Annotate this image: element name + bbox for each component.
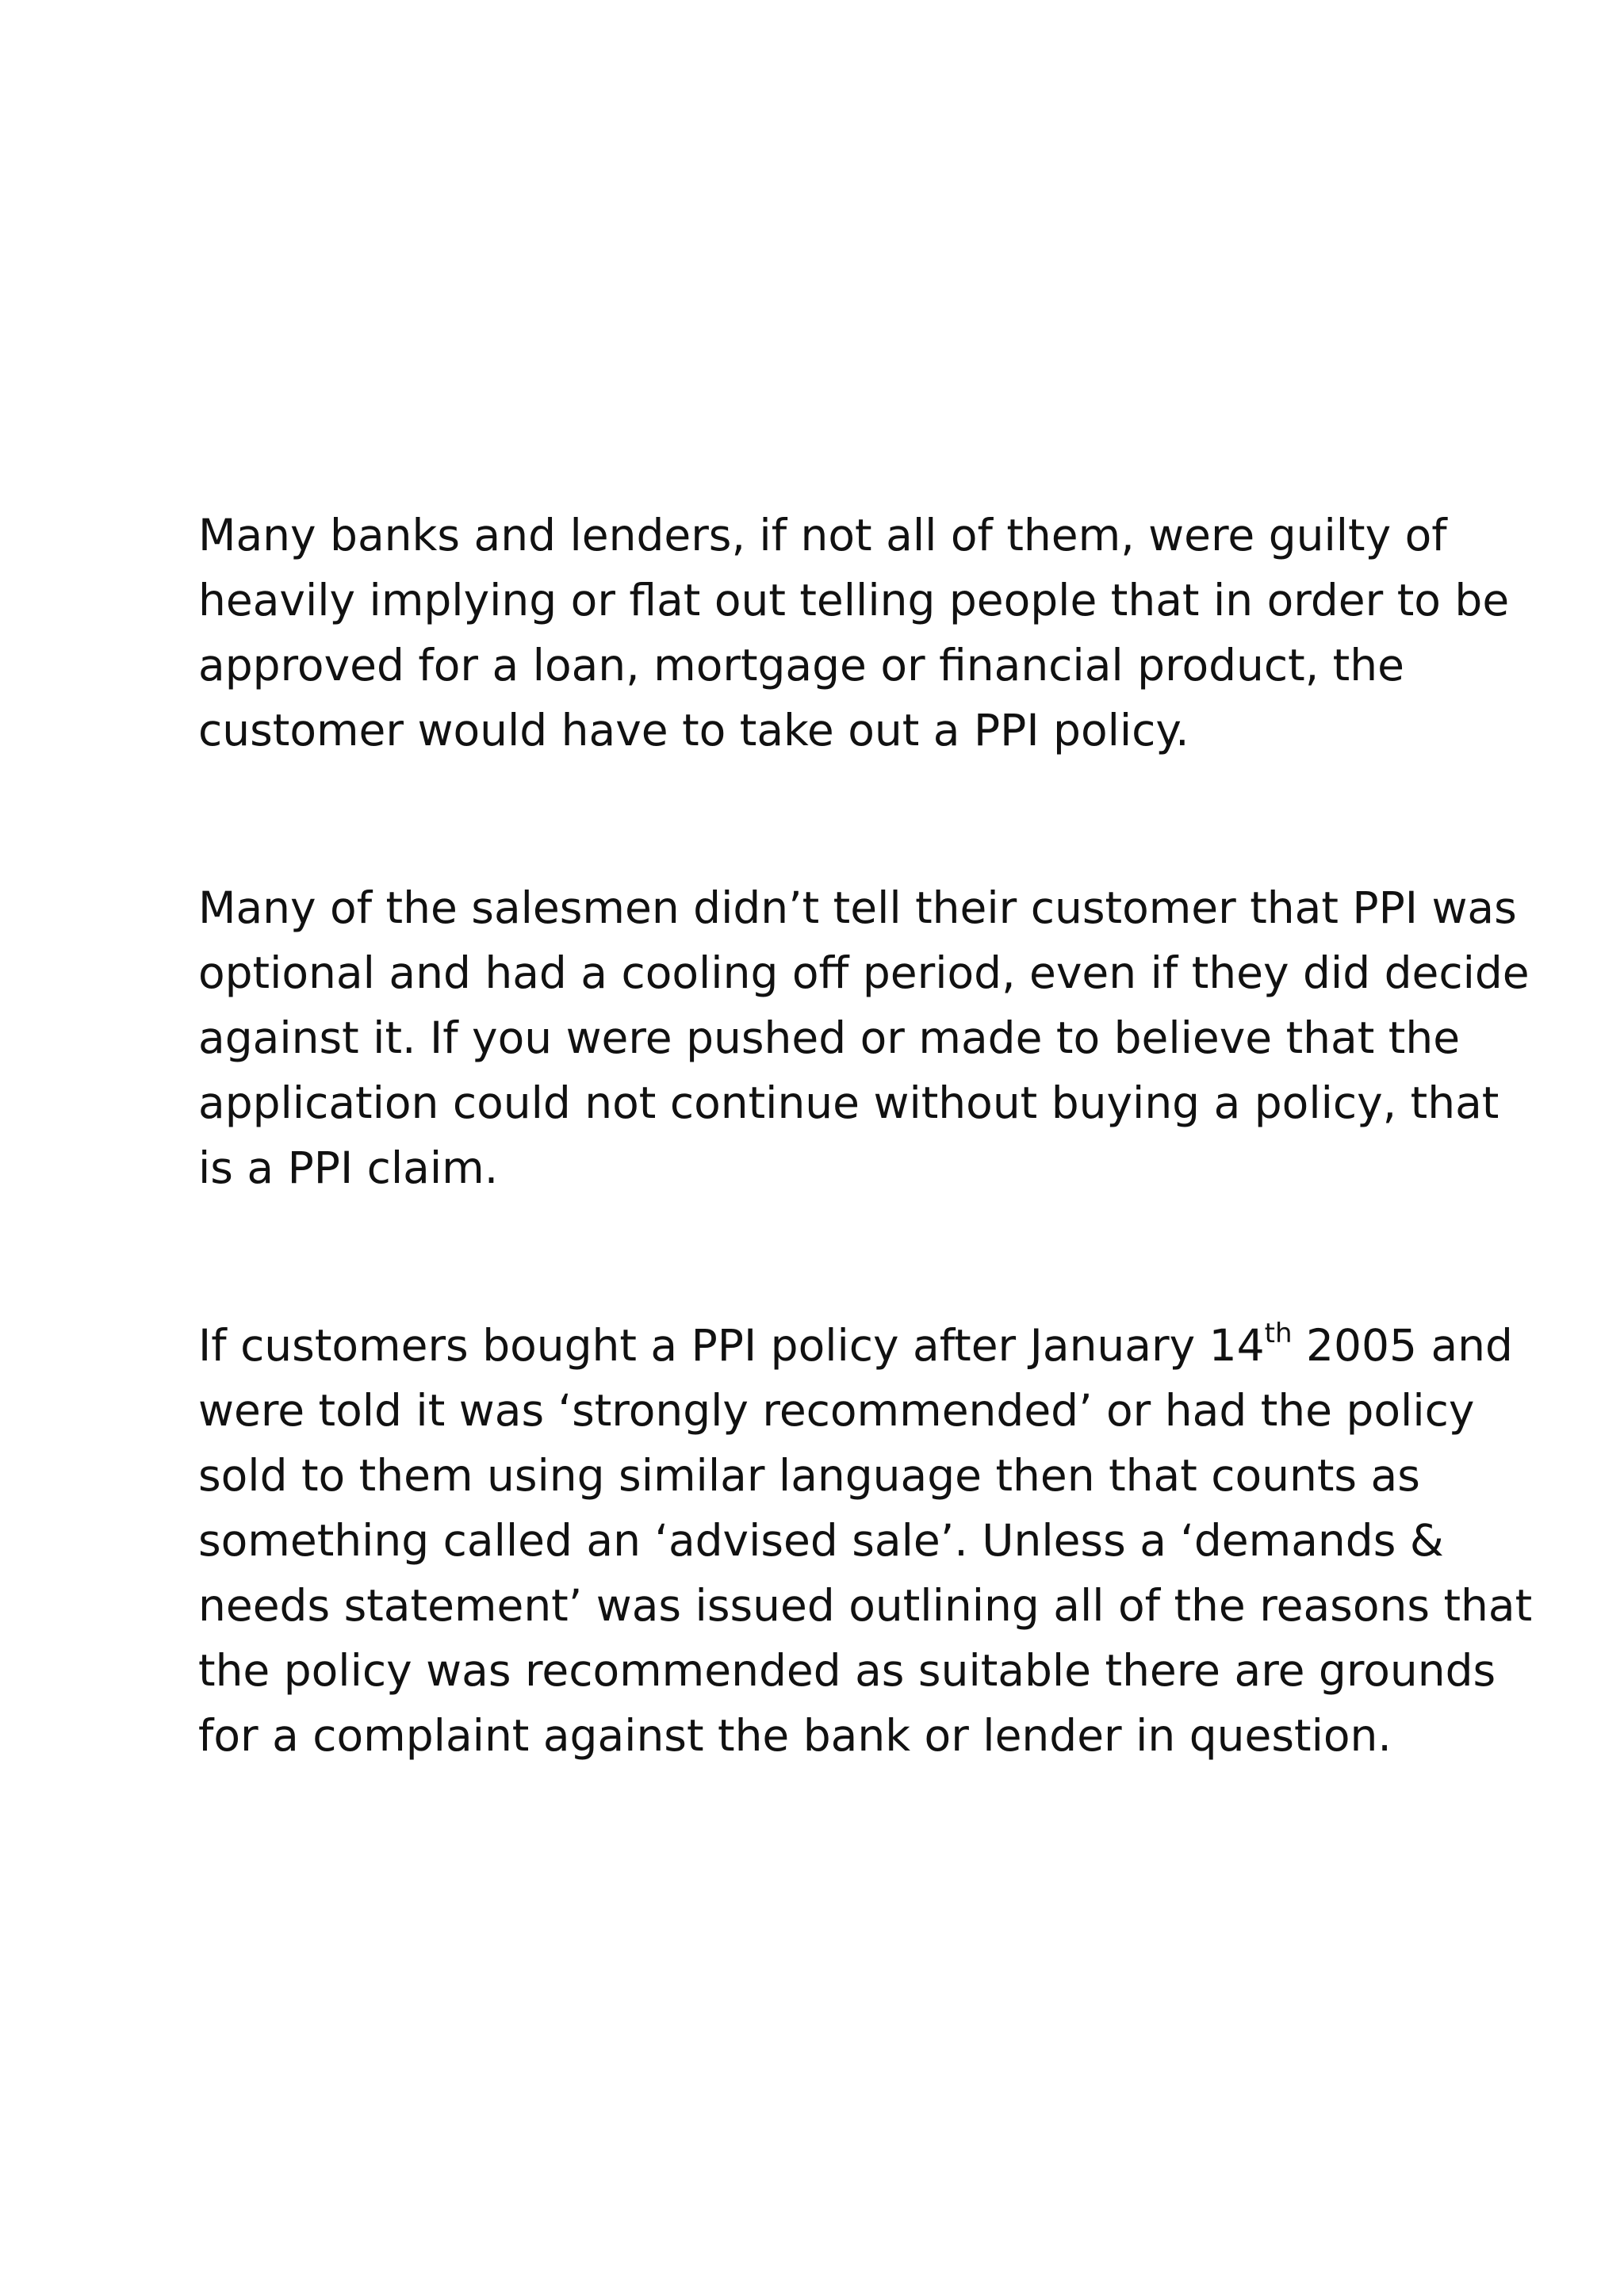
paragraph-bank-lenders [198, 503, 1510, 763]
paragraph-line: against it. If you were pushed or made to believe that the [198, 1012, 1461, 1063]
ordinal-superscript: th [1264, 1317, 1293, 1349]
paragraph-line: application could not continue without buying a policy, that [198, 1077, 1500, 1128]
paragraph-line: needs statement’ was issued outlining all of the reasons that [198, 1580, 1533, 1631]
paragraph-line-with-date [198, 1313, 1513, 1378]
paragraph-line: something called an ‘advised sale’. Unless a ‘demands & [198, 1515, 1444, 1566]
paragraph-line: customer would have to take out a PPI policy. [198, 705, 1189, 756]
paragraph-line: the policy was recommended as suitable there are grounds [198, 1645, 1496, 1696]
paragraph-line: were told it was ‘strongly recommended’ or had the policy [198, 1385, 1475, 1436]
line-text-before-ordinal: If customers bought a PPI policy after January 14 [198, 1320, 1265, 1371]
paragraph-line: sold to them using similar language then that counts as [198, 1450, 1420, 1501]
paragraph-line: is a PPI claim. [198, 1142, 499, 1193]
paragraph-line: Many banks and lenders, if not all of them, were guilty of [198, 510, 1447, 561]
paragraph-line: for a complaint against the bank or lender in question. [198, 1710, 1392, 1761]
paragraph-line: Many of the salesmen didn’t tell their customer that PPI was [198, 882, 1517, 933]
paragraph-salesmen [198, 875, 1530, 1200]
paragraph-line: approved for a loan, mortgage or financial product, the [198, 640, 1404, 691]
line-text-after-ordinal: 2005 and [1292, 1320, 1513, 1371]
paragraph-line: heavily implying or flat out telling people that in order to be [198, 575, 1510, 626]
paragraph-advised-sale [198, 1313, 1533, 1768]
paragraph-line: optional and had a cooling off period, even if they did decide [198, 947, 1530, 998]
